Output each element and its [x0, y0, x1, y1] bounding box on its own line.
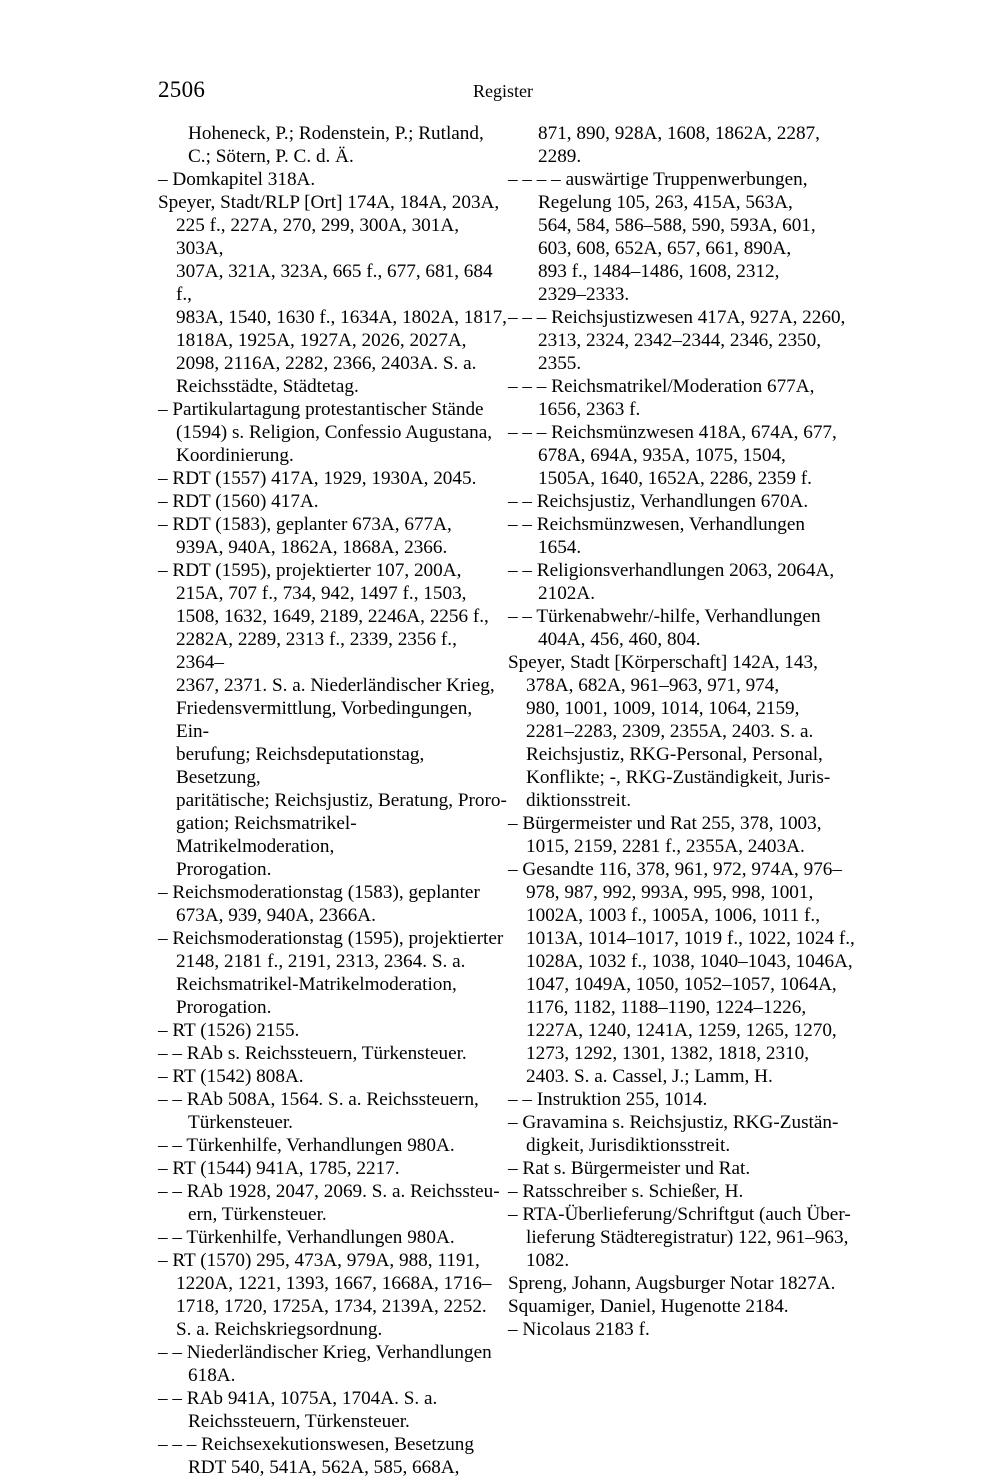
- index-line: 2098, 2116A, 2282, 2366, 2403A. S. a.: [176, 353, 477, 374]
- page-number: 2506: [158, 77, 206, 102]
- index-line: 2148, 2181 f., 2191, 2313, 2364. S. a.: [176, 951, 466, 972]
- index-line: – – Religionsverhandlungen 2063, 2064A,: [508, 560, 835, 581]
- index-line: 2102A.: [538, 583, 596, 604]
- index-line: – – Niederländischer Krieg, Verhandlungen: [158, 1342, 492, 1363]
- index-line: 2403. S. a. Cassel, J.; Lamm, H.: [526, 1066, 773, 1087]
- index-line: – RT (1526) 2155.: [158, 1020, 300, 1041]
- index-line: 678A, 694A, 935A, 1075, 1504,: [538, 445, 786, 466]
- index-line: – – RAb 941A, 1075A, 1704A. S. a.: [158, 1388, 438, 1409]
- page-header: [158, 76, 848, 104]
- index-line: – – RAb s. Reichssteuern, Türkensteuer.: [158, 1043, 467, 1064]
- index-line: Spreng, Johann, Augsburger Notar 1827A.: [508, 1273, 836, 1294]
- index-line: Prorogation.: [176, 997, 272, 1018]
- index-line: – Gesandte 116, 378, 961, 972, 974A, 976–: [508, 859, 842, 880]
- index-line: – Ratsschreiber s. Schießer, H.: [508, 1181, 744, 1202]
- index-line: – Reichsmoderationstag (1583), geplanter: [158, 882, 480, 903]
- index-line: 893 f., 1484–1486, 1608, 2312,: [538, 261, 780, 282]
- index-line: Regelung 105, 263, 415A, 563A,: [538, 192, 793, 213]
- index-line: – RT (1542) 808A.: [158, 1066, 304, 1087]
- index-line: – Reichsmoderationstag (1595), projektierter: [158, 928, 504, 949]
- index-line: 1176, 1182, 1188–1190, 1224–1226,: [526, 997, 807, 1018]
- index-line: – – – Reichsjustizwesen 417A, 927A, 2260,: [508, 307, 846, 328]
- index-column-right: [508, 122, 858, 1479]
- index-line: 1002A, 1003 f., 1005A, 1006, 1011 f.,: [526, 905, 821, 926]
- index-line: digkeit, Jurisdiktionsstreit.: [526, 1135, 731, 1156]
- index-line: – – Instruktion 255, 1014.: [508, 1089, 708, 1110]
- index-line: 2289.: [538, 146, 582, 167]
- index-line: 404A, 456, 460, 804.: [538, 629, 701, 650]
- index-line: lieferung Städteregistratur) 122, 961–963,: [526, 1227, 849, 1248]
- index-line: 1227A, 1240, 1241A, 1259, 1265, 1270,: [526, 1020, 837, 1041]
- index-line: 1220A, 1221, 1393, 1667, 1668A, 1716–: [176, 1273, 492, 1294]
- index-line: 980, 1001, 1009, 1014, 1064, 2159,: [526, 698, 800, 719]
- index-line: ern, Türkensteuer.: [188, 1204, 327, 1225]
- index-line: berufung; Reichsdeputationstag, Besetzung,: [176, 744, 425, 788]
- index-line: – Bürgermeister und Rat 255, 378, 1003,: [508, 813, 822, 834]
- index-line: 1656, 2363 f.: [538, 399, 641, 420]
- index-line: RDT 540, 541A, 562A, 585, 668A,: [188, 1457, 460, 1478]
- index-line: – RT (1544) 941A, 1785, 2217.: [158, 1158, 400, 1179]
- index-line: Reichsmatrikel-Matrikelmoderation,: [176, 974, 457, 995]
- index-line: paritätische; Reichsjustiz, Beratung, Proro-: [176, 790, 507, 811]
- index-line: 215A, 707 f., 734, 942, 1497 f., 1503,: [176, 583, 467, 604]
- index-line: 1718, 1720, 1725A, 1734, 2139A, 2252.: [176, 1296, 487, 1317]
- index-line: Reichsjustiz, RKG-Personal, Personal,: [526, 744, 823, 765]
- index-line: 2281–2283, 2309, 2355A, 2403. S. a.: [526, 721, 814, 742]
- index-line: 983A, 1540, 1630 f., 1634A, 1802A, 1817,: [176, 307, 507, 328]
- index-line: 618A.: [188, 1365, 236, 1386]
- index-line: Speyer, Stadt/RLP [Ort] 174A, 184A, 203A,: [158, 192, 500, 213]
- index-line: – RDT (1560) 417A.: [158, 491, 319, 512]
- index-line: Türkensteuer.: [188, 1112, 293, 1133]
- index-line: – RDT (1583), geplanter 673A, 677A,: [158, 514, 452, 535]
- index-line: 2313, 2324, 2342–2344, 2346, 2350,: [538, 330, 822, 351]
- index-line: 225 f., 227A, 270, 299, 300A, 301A, 303A,: [176, 215, 460, 259]
- index-line: – RT (1570) 295, 473A, 979A, 988, 1191,: [158, 1250, 480, 1271]
- index-line: – – RAb 508A, 1564. S. a. Reichssteuern,: [158, 1089, 479, 1110]
- index-line: Prorogation.: [176, 859, 272, 880]
- index-line: (1594) s. Religion, Confessio Augustana,: [176, 422, 493, 443]
- index-line: – – – Reichsmünzwesen 418A, 674A, 677,: [508, 422, 837, 443]
- index-line: 978, 987, 992, 993A, 995, 998, 1001,: [526, 882, 814, 903]
- index-line: 871, 890, 928A, 1608, 1862A, 2287,: [538, 123, 820, 144]
- index-line: – Partikulartagung protestantischer Stände: [158, 399, 484, 420]
- index-columns: [158, 122, 858, 1479]
- index-line: 1015, 2159, 2281 f., 2355A, 2403A.: [526, 836, 805, 857]
- index-line: 1047, 1049A, 1050, 1052–1057, 1064A,: [526, 974, 837, 995]
- index-line: – Gravamina s. Reichsjustiz, RKG-Zustän-: [508, 1112, 839, 1133]
- index-line: Squamiger, Daniel, Hugenotte 2184.: [508, 1296, 789, 1317]
- index-line: – Domkapitel 318A.: [158, 169, 316, 190]
- index-line: – – Türkenabwehr/-hilfe, Verhandlungen: [508, 606, 821, 627]
- index-line: 1505A, 1640, 1652A, 2286, 2359 f.: [538, 468, 812, 489]
- index-line: – – Türkenhilfe, Verhandlungen 980A.: [158, 1135, 455, 1156]
- index-line: 307A, 321A, 323A, 665 f., 677, 681, 684 f.,: [176, 261, 493, 305]
- index-line: Hoheneck, P.; Rodenstein, P.; Rutland,: [188, 123, 484, 144]
- index-line: Friedensvermittlung, Vorbedingungen, Ein-: [176, 698, 473, 742]
- index-line: 1082.: [526, 1250, 570, 1271]
- index-line: 2282A, 2289, 2313 f., 2339, 2356 f., 2364–: [176, 629, 457, 673]
- index-line: 603, 608, 652A, 657, 661, 890A,: [538, 238, 792, 259]
- index-line: – RTA-Überlieferung/Schriftgut (auch Über-: [508, 1204, 851, 1225]
- index-line: Koordinierung.: [176, 445, 294, 466]
- index-line: – – Reichsjustiz, Verhandlungen 670A.: [508, 491, 809, 512]
- index-line: C.; Sötern, P. C. d. Ä.: [188, 146, 354, 167]
- index-line: 1013A, 1014–1017, 1019 f., 1022, 1024 f.,: [526, 928, 855, 949]
- index-line: 673A, 939, 940A, 2366A.: [176, 905, 376, 926]
- index-column-left: [158, 122, 508, 1479]
- index-line: 1508, 1632, 1649, 2189, 2246A, 2256 f.,: [176, 606, 489, 627]
- index-line: Konflikte; -, RKG-Zuständigkeit, Juris-: [526, 767, 831, 788]
- index-line: – – – Reichsexekutionswesen, Besetzung: [158, 1434, 474, 1455]
- index-line: – RDT (1595), projektierter 107, 200A,: [158, 560, 462, 581]
- index-line: 1818A, 1925A, 1927A, 2026, 2027A,: [176, 330, 467, 351]
- index-line: – RDT (1557) 417A, 1929, 1930A, 2045.: [158, 468, 477, 489]
- index-line: diktionsstreit.: [526, 790, 631, 811]
- index-line: S. a. Reichskriegsordnung.: [176, 1319, 383, 1340]
- index-line: 1273, 1292, 1301, 1382, 1818, 2310,: [526, 1043, 810, 1064]
- index-line: Reichssteuern, Türkensteuer.: [188, 1411, 410, 1432]
- index-line: – – Türkenhilfe, Verhandlungen 980A.: [158, 1227, 455, 1248]
- index-line: – – – Reichsmatrikel/Moderation 677A,: [508, 376, 815, 397]
- index-line: 564, 584, 586–588, 590, 593A, 601,: [538, 215, 816, 236]
- index-line: – – Reichsmünzwesen, Verhandlungen: [508, 514, 805, 535]
- index-line: Speyer, Stadt [Körperschaft] 142A, 143,: [508, 652, 818, 673]
- running-head: Register: [473, 81, 533, 101]
- index-line: gation; Reichsmatrikel-Matrikelmoderation,: [176, 813, 357, 857]
- index-line: 2329–2333.: [538, 284, 630, 305]
- index-line: – Nicolaus 2183 f.: [508, 1319, 650, 1340]
- index-line: 378A, 682A, 961–963, 971, 974,: [526, 675, 780, 696]
- index-line: – – RAb 1928, 2047, 2069. S. a. Reichssteu-: [158, 1181, 500, 1202]
- index-line: 1654.: [538, 537, 582, 558]
- index-line: Reichsstädte, Städtetag.: [176, 376, 359, 397]
- index-line: 2367, 2371. S. a. Niederländischer Krieg,: [176, 675, 495, 696]
- index-line: – – – – auswärtige Truppenwerbungen,: [508, 169, 808, 190]
- index-line: 939A, 940A, 1862A, 1868A, 2366.: [176, 537, 448, 558]
- index-line: 2355.: [538, 353, 582, 374]
- index-line: – Rat s. Bürgermeister und Rat.: [508, 1158, 751, 1179]
- index-line: 1028A, 1032 f., 1038, 1040–1043, 1046A,: [526, 951, 853, 972]
